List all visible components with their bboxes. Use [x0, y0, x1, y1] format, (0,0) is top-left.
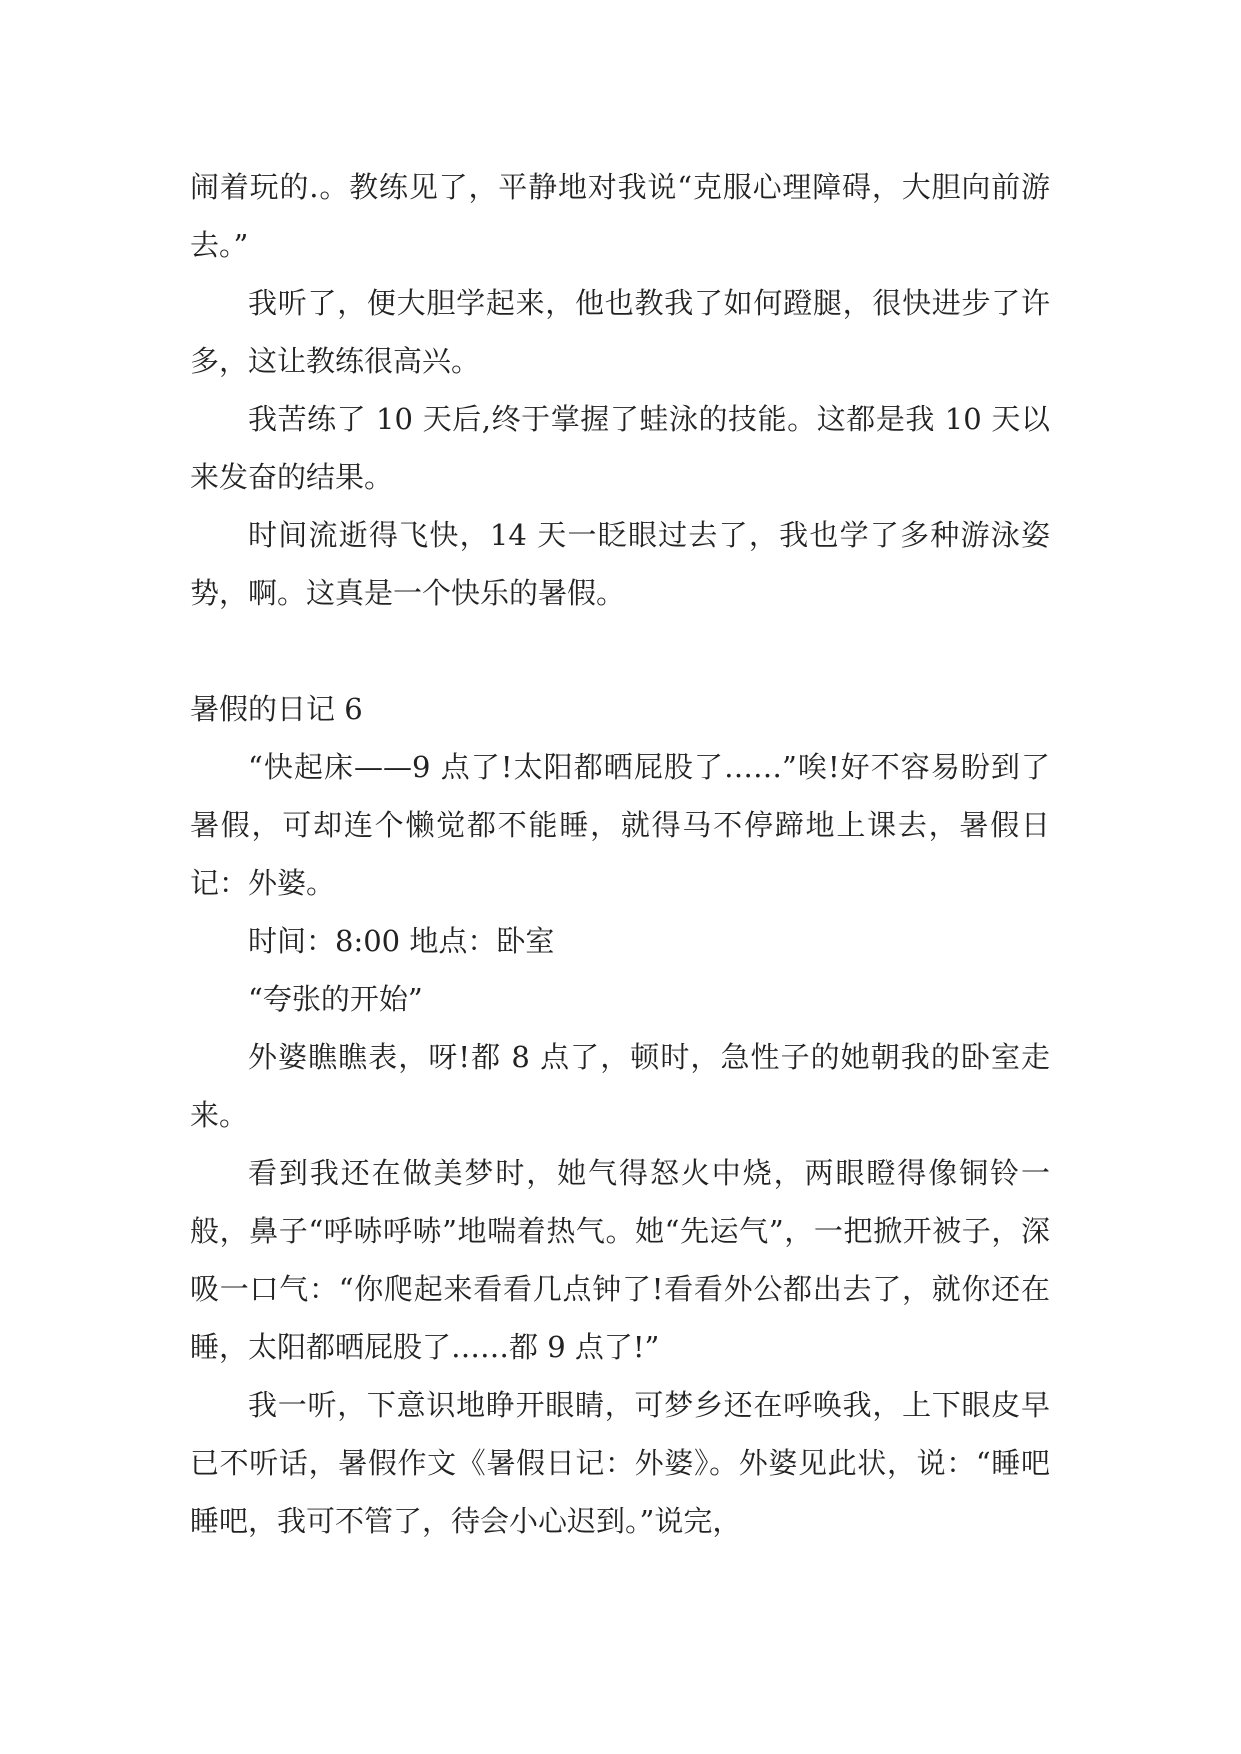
document-page — [190, 158, 1050, 1550]
paragraph: 时间流逝得飞快，14 天一眨眼过去了，我也学了多种游泳姿势，啊。这真是一个快乐的暑假。 — [190, 518, 1050, 610]
paragraph: 我苦练了 10 天后,终于掌握了蛙泳的技能。这都是我 10 天以来发奋的结果。 — [190, 402, 1050, 494]
paragraph: 外婆瞧瞧表，呀!都 8 点了，顿时，急性子的她朝我的卧室走来。 — [190, 1040, 1050, 1132]
paragraph: “快起床——9 点了!太阳都晒屁股了……”唉!好不容易盼到了暑假，可却连个懒觉都不能睡，就得马不停蹄地上课去，暑假日记：外婆。 — [190, 750, 1050, 900]
paragraph: 我一听，下意识地睁开眼睛，可梦乡还在呼唤我，上下眼皮早已不听话，暑假作文《暑假日记：外婆》。外婆见此状，说：“睡吧睡吧，我可不管了，待会小心迟到。”说完， — [190, 1388, 1050, 1538]
paragraph: 时间：8:00 地点：卧室 — [248, 924, 555, 958]
section-spacer — [190, 622, 1050, 680]
section-title: 暑假的日记 6 — [190, 692, 363, 726]
paragraph: 看到我还在做美梦时，她气得怒火中烧，两眼瞪得像铜铃一般，鼻子“呼哧呼哧”地喘着热气。她“先运气”，一把掀开被子，深吸一口气：“你爬起来看看几点钟了!看看外公都出去了，就你还在睡，太阳都晒屁股了……都 9 点了!” — [190, 1156, 1050, 1364]
paragraph: 闹着玩的.。教练见了，平静地对我说“克服心理障碍，大胆向前游去。” — [190, 170, 1050, 262]
paragraph: “夸张的开始” — [248, 982, 423, 1016]
paragraph: 我听了，便大胆学起来，他也教我了如何蹬腿，很快进步了许多，这让教练很高兴。 — [190, 286, 1050, 378]
